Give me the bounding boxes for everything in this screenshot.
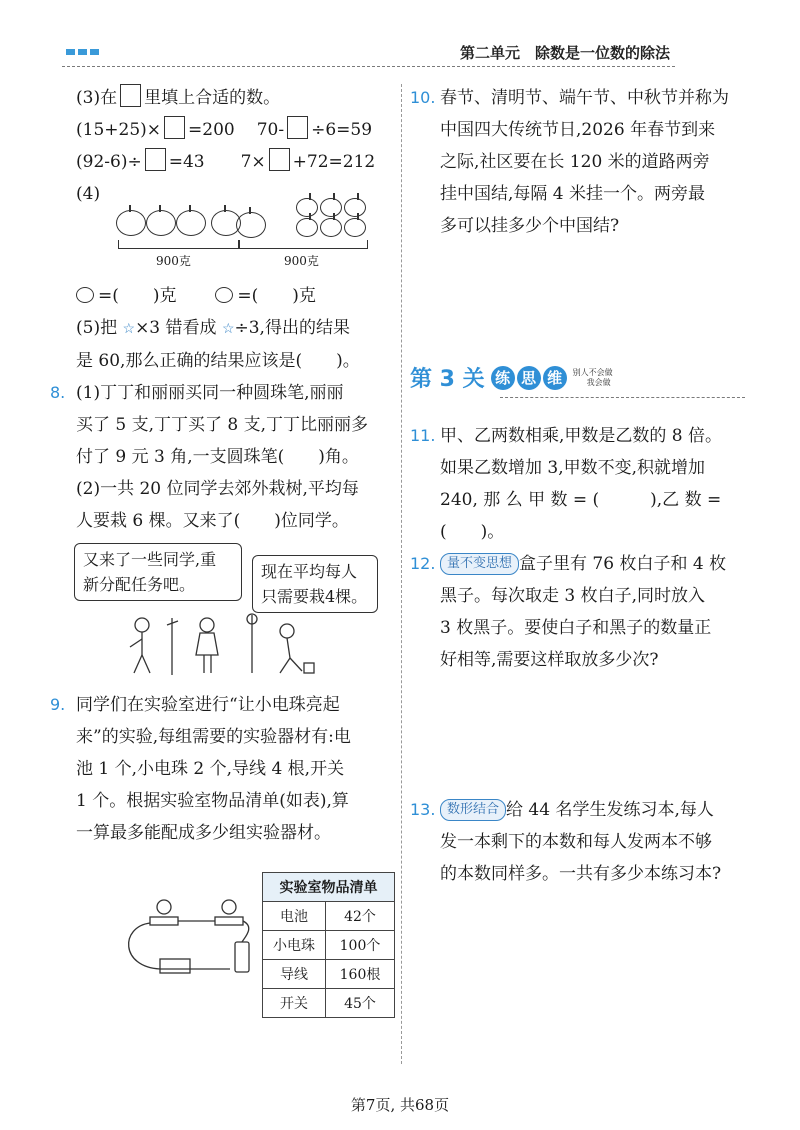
apple-icon [320, 218, 342, 237]
q10-line1: 10. 春节、清明节、端午节、中秋节并称为 [410, 82, 750, 114]
apple-icon [296, 218, 318, 237]
q12-line2: 黑子。每次取走 3 枚白子,同时放入 [440, 586, 706, 606]
q12-line3: 3 枚黑子。要使白子和黑子的数量正 [440, 618, 712, 638]
apple-icon [344, 198, 366, 217]
q12-line4: 好相等,需要这样取放多少次? [440, 650, 659, 670]
answer-box[interactable] [287, 116, 308, 139]
table-row: 导线 160根 [263, 960, 395, 989]
table-row: 小电珠 100个 [263, 931, 395, 960]
apple-icon [176, 210, 206, 236]
q8-line2: 买了 5 支,丁丁买了 8 支,丁丁比丽丽多 [76, 415, 369, 435]
table-row: 电池 42个 [263, 902, 395, 931]
method-tag: 数形结合 [440, 799, 506, 821]
q10-line5: 多可以挂多少个中国结? [440, 216, 620, 236]
question-number: 13. [410, 800, 436, 819]
table-title: 实验室物品清单 [263, 873, 395, 902]
apple-icon [344, 218, 366, 237]
star-icon: ☆ [221, 321, 235, 337]
apple-icon [146, 210, 176, 236]
answer-box[interactable] [120, 84, 141, 107]
weight-label: 900克 [156, 254, 191, 268]
q10-line3: 之际,社区要在长 120 米的道路两旁 [440, 152, 710, 172]
q9-line1: 9. 同学们在实验室进行“让小电珠亮起 [50, 689, 395, 721]
q9-line3: 池 1 个,小电珠 2 个,导线 4 根,开关 [76, 759, 345, 779]
q13-line2: 发一本剩下的本数和每人发两本不够 [440, 832, 712, 852]
answer-box[interactable] [164, 116, 185, 139]
answer-box[interactable] [145, 148, 166, 171]
stage-chars: 练 思 维 [491, 366, 567, 390]
q8-line5: 人要栽 6 棵。又来了( )位同学。 [76, 511, 349, 531]
page-number: 第7页, 共68页 [350, 1096, 450, 1114]
stage-banner [410, 362, 750, 393]
speech-bubble: 又来了一些同学,重 新分配任务吧。 [74, 543, 242, 601]
apple-balance-figure [76, 210, 395, 280]
q8-line3: 付了 9 元 3 角,一支圆珠笔( )角。 [76, 447, 359, 467]
header-divider [62, 66, 675, 67]
circuit-illustration [120, 897, 270, 987]
q7-4-answers: =( )克 =( )克 [50, 280, 395, 312]
q7-5-line1: (5)把 ☆×3 错看成 ☆÷3,得出的结果 [76, 318, 350, 338]
tree-planting-illustration [72, 543, 395, 683]
bracket [238, 240, 368, 249]
apple-icon [116, 210, 146, 236]
q13-line3: 的本数同样多。一共有多少本练习本? [440, 864, 722, 884]
q7-3-equations-row1: (15+25)× =200 70- ÷6=59 [50, 114, 395, 146]
question-number: 10. [410, 88, 436, 107]
table-row: 开关 45个 [263, 989, 395, 1018]
apple-icon [236, 212, 266, 238]
stage-label: 第 3 关 [410, 367, 485, 392]
children-figure [112, 613, 392, 683]
apple-icon [215, 287, 233, 303]
header-decoration [66, 49, 99, 55]
q10-line2: 中国四大传统节日,2026 年春节到来 [440, 120, 716, 140]
q8-line4: (2)一共 20 位同学去郊外栽树,平均每 [76, 479, 359, 499]
stage-note: 别人不会做 我会做 [572, 367, 613, 387]
question-number: 8. [50, 383, 66, 402]
q9-line5: 一算最多能配成多少组实验器材。 [76, 823, 331, 843]
q11-line4: ( )。 [440, 522, 505, 542]
q12-line1: 12. 量不变思想 盒子里有 76 枚白子和 4 枚 [410, 548, 750, 580]
q8-line1: 8. (1)丁丁和丽丽买同一种圆珠笔,丽丽 [50, 377, 395, 409]
q7-4-label: (4) [76, 184, 101, 204]
question-number: 12. [410, 554, 436, 573]
q9-line2: 来”的实验,每组需要的实验器材有:电 [76, 727, 351, 747]
speech-bubble: 现在平均每人 只需要栽4棵。 [252, 555, 378, 613]
q7-5-line2: 是 60,那么正确的结果应该是( )。 [76, 351, 360, 371]
inventory-table [262, 872, 395, 1018]
q9-line4: 1 个。根据实验室物品清单(如表),算 [76, 791, 349, 811]
q13-line1: 13. 数形结合 给 44 名学生发练习本,每人 [410, 794, 750, 826]
unit-title: 第二单元 除数是一位数的除法 [459, 44, 670, 62]
left-column [50, 82, 395, 1012]
right-column [410, 82, 750, 890]
apple-icon [296, 198, 318, 217]
method-tag: 量不变思想 [440, 553, 519, 575]
answer-box[interactable] [269, 148, 290, 171]
bracket [118, 240, 240, 249]
question-number: 9. [50, 695, 66, 714]
weight-label: 900克 [284, 254, 319, 268]
star-icon: ☆ [122, 321, 136, 337]
q11-line1: 11. 甲、乙两数相乘,甲数是乙数的 8 倍。 [410, 420, 750, 452]
apple-icon [320, 198, 342, 217]
question-number: 11. [410, 426, 436, 445]
apple-icon [76, 287, 94, 303]
q10-line4: 挂中国结,每隔 4 米挂一个。两旁最 [440, 184, 706, 204]
q7-3-instruction: (3)在 里填上合适的数。 [50, 82, 395, 114]
q11-line2: 如果乙数增加 3,甲数不变,积就增加 [440, 458, 706, 478]
column-divider [401, 84, 402, 1064]
q7-3-equations-row2: (92-6)÷ =43 7× +72=212 [50, 146, 395, 178]
q11-line3: 240, 那 么 甲 数 = ( ),乙 数 = [440, 490, 722, 510]
